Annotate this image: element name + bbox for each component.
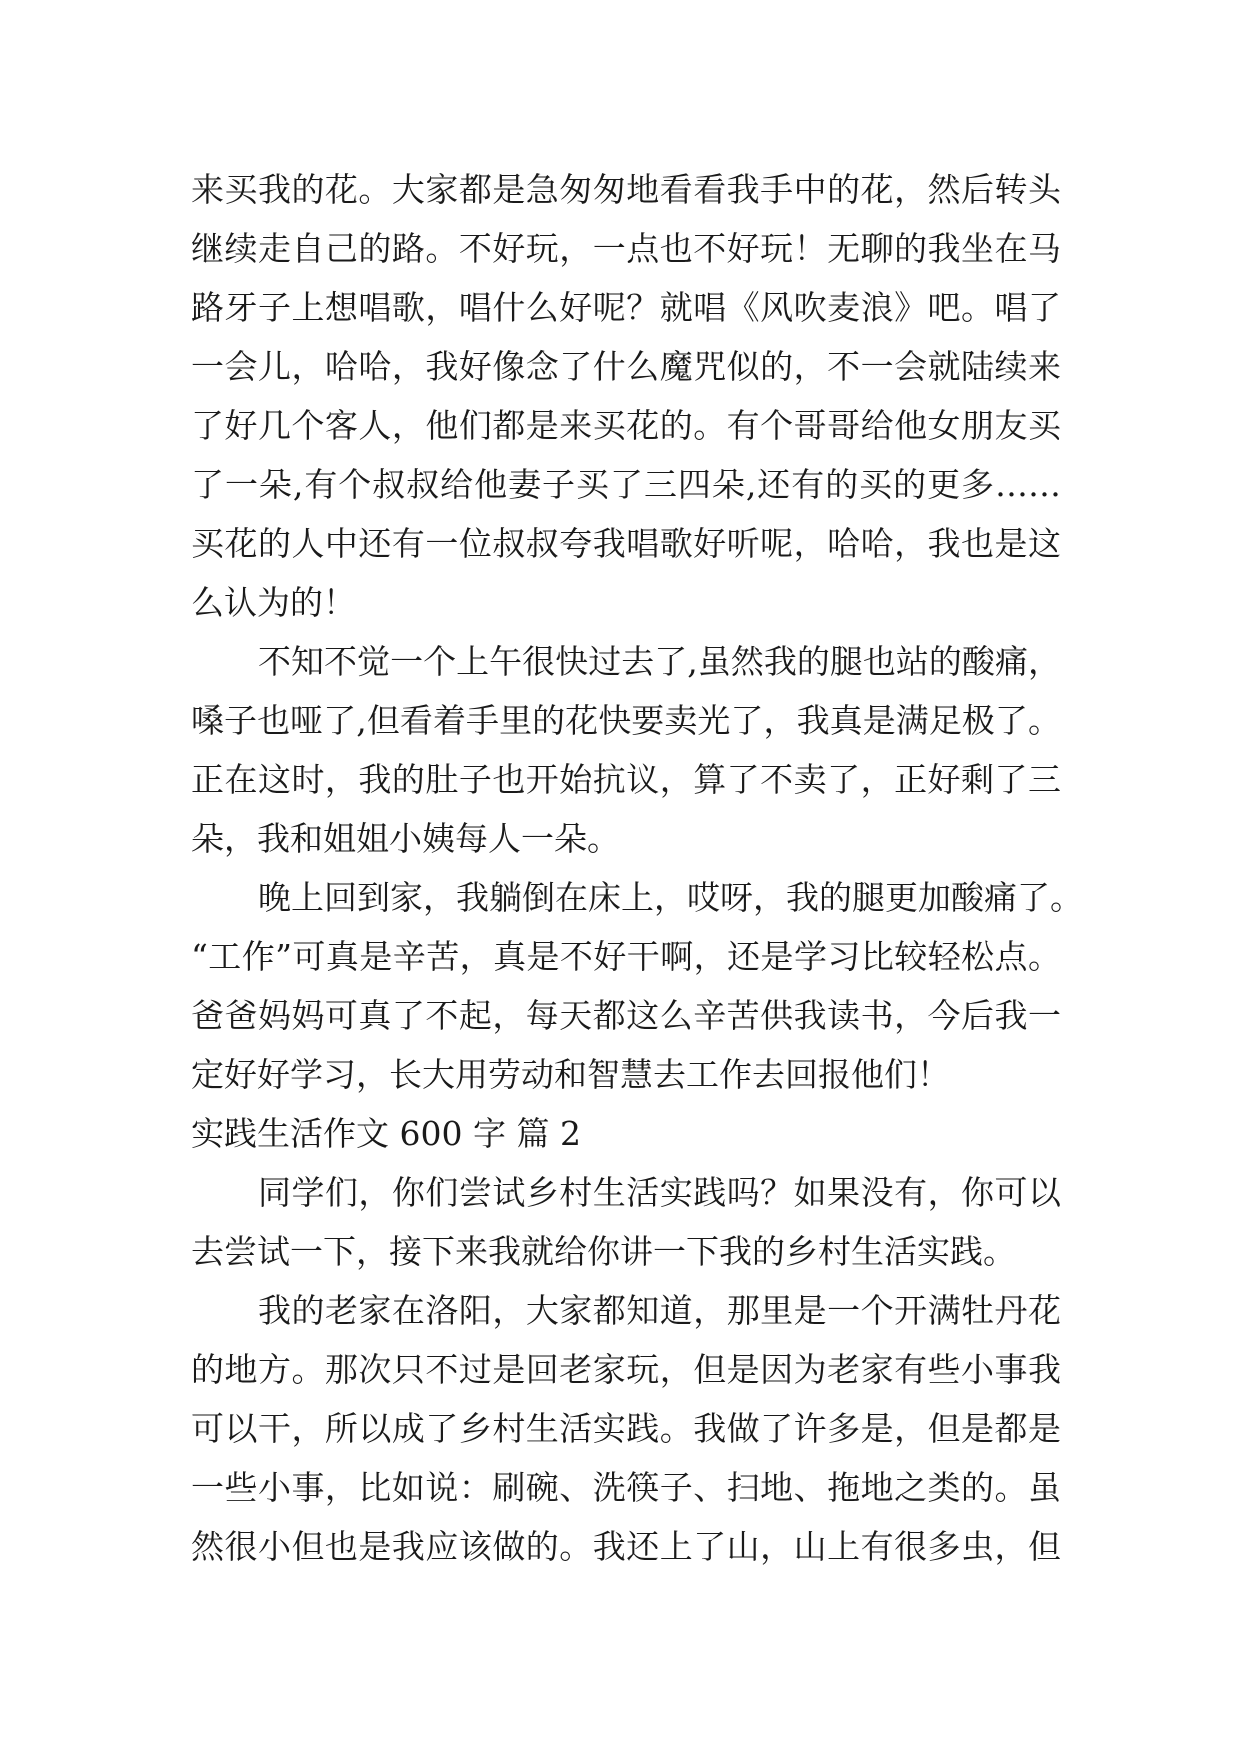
text-line: 一会儿，哈哈，我好像念了什么魔咒似的，不一会就陆续来: [191, 347, 1061, 386]
text-line: 爸爸妈妈可真了不起，每天都这么辛苦供我读书，今后我一: [191, 996, 1061, 1035]
section-heading: 实践生活作文 600 字 篇 2: [191, 1114, 581, 1153]
text-line: 了好几个客人，他们都是来买花的。有个哥哥给他女朋友买: [191, 406, 1061, 445]
text-line: 来买我的花。大家都是急匆匆地看看我手中的花，然后转头: [191, 170, 1061, 209]
text-line: 一些小事，比如说：刷碗、洗筷子、扫地、拖地之类的。虽: [191, 1468, 1061, 1507]
text-line: 了一朵,有个叔叔给他妻子买了三四朵,还有的买的更多……: [191, 465, 1061, 504]
text-line: “工作”可真是辛苦，真是不好干啊，还是学习比较轻松点。: [191, 937, 1061, 976]
text-line: 买花的人中还有一位叔叔夸我唱歌好听呢，哈哈，我也是这: [191, 524, 1061, 563]
paragraph-first-line: 我的老家在洛阳，大家都知道，那里是一个开满牡丹花: [258, 1291, 1061, 1330]
paragraph-first-line: 同学们，你们尝试乡村生活实践吗？如果没有，你可以: [258, 1173, 1061, 1212]
text-line: 去尝试一下，接下来我就给你讲一下我的乡村生活实践。: [191, 1232, 1016, 1271]
text-line: 的地方。那次只不过是回老家玩，但是因为老家有些小事我: [191, 1350, 1061, 1389]
text-line: 正在这时，我的肚子也开始抗议，算了不卖了，正好剩了三: [191, 760, 1061, 799]
text-line: 路牙子上想唱歌，唱什么好呢？就唱《风吹麦浪》吧。唱了: [191, 288, 1061, 327]
text-line: 朵，我和姐姐小姨每人一朵。: [191, 819, 620, 858]
text-line: 可以干，所以成了乡村生活实践。我做了许多是，但是都是: [191, 1409, 1061, 1448]
text-line: 然很小但也是我应该做的。我还上了山，山上有很多虫，但: [191, 1527, 1061, 1566]
text-line: 嗓子也哑了,但看着手里的花快要卖光了，我真是满足极了。: [191, 701, 1061, 740]
document-body: [191, 160, 1083, 1576]
paragraph-first-line: 晚上回到家，我躺倒在床上，哎呀，我的腿更加酸痛了。: [258, 878, 1083, 917]
text-line: 定好好学习，长大用劳动和智慧去工作去回报他们！: [191, 1055, 950, 1094]
text-line: 继续走自己的路。不好玩，一点也不好玩！无聊的我坐在马: [191, 229, 1061, 268]
paragraph-first-line: 不知不觉一个上午很快过去了,虽然我的腿也站的酸痛，: [258, 642, 1061, 681]
text-line: 么认为的！: [191, 583, 356, 622]
